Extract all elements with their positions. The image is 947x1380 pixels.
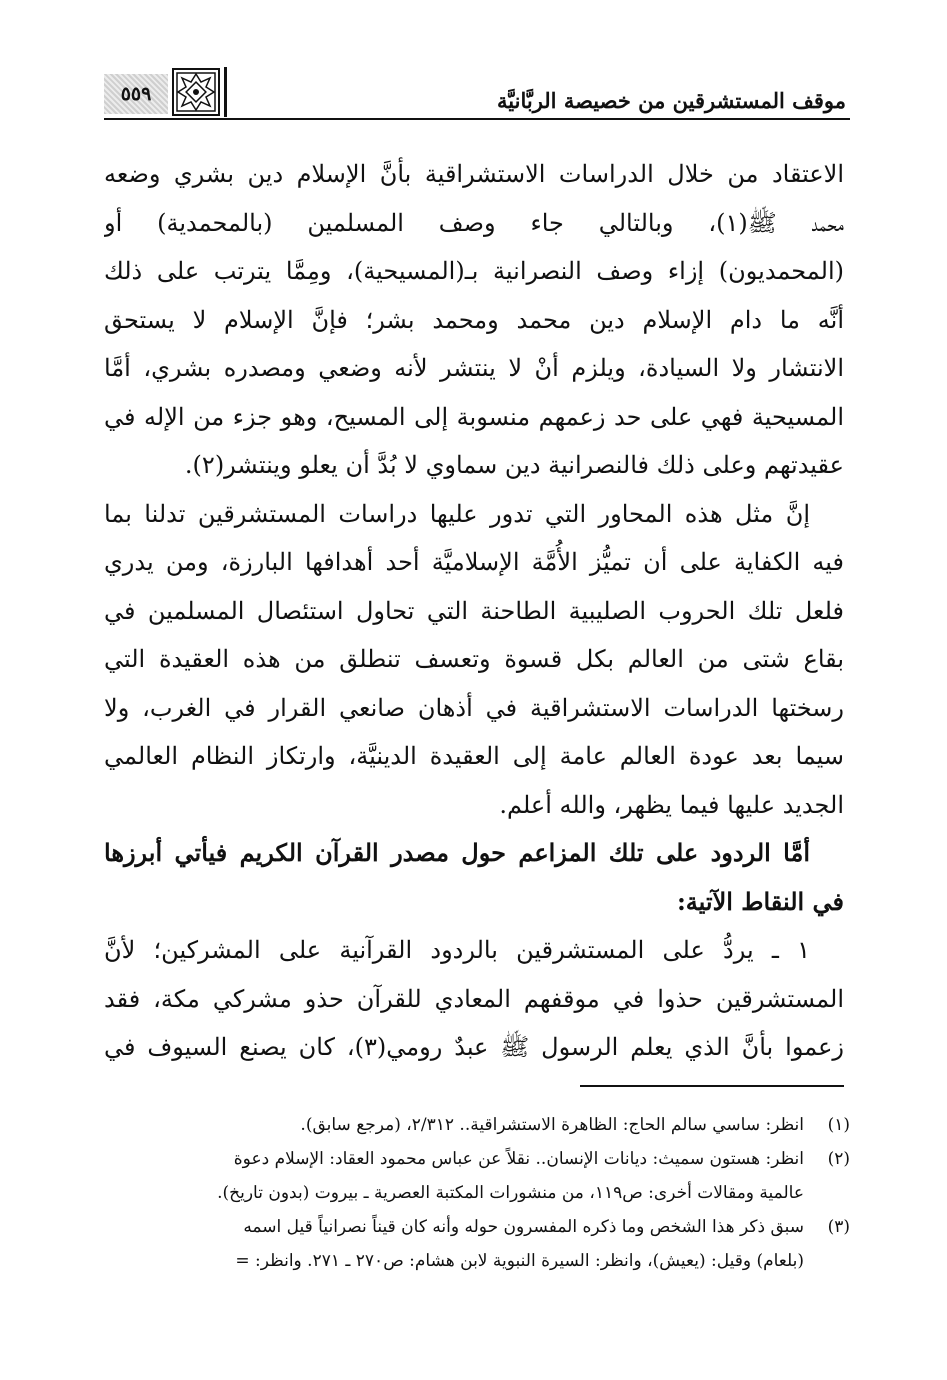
- footnote-continuation: [90, 1244, 850, 1278]
- text-line: زعموا بأنَّ الذي يعلم الرسول ﷺ عبدٌ رومي(٣)، كان يصنع السيوف في: [104, 1033, 844, 1061]
- badge-divider: [224, 67, 227, 117]
- footnote-separator: [580, 1085, 844, 1087]
- text-line: المستشرقين حذوا في موقفهم المعادي للقرآن حذو مشركي مكة، فقد: [104, 984, 844, 1013]
- footnote: [90, 1142, 850, 1176]
- text-line: الجديد عليها فيما يظهر، والله أعلم.: [499, 790, 844, 819]
- footnote-text: (بلعام) وقيل: (يعيش)، وانظر: السيرة النبوية لابن هشام: ص٢٧٠ ـ ٢٧١. وانظر: =: [235, 1251, 804, 1271]
- body-text: [104, 150, 844, 1072]
- page-badge: [104, 66, 234, 118]
- footnote: [90, 1210, 850, 1244]
- text-line: رسختها الدراسات الاستشراقية في أذهان صانعي القرار في الغرب، ولا: [104, 693, 844, 722]
- footnote: [90, 1108, 850, 1142]
- text-line: الانتشار ولا السيادة، ويلزم أنْ لا ينتشر لأنه وضعي ومصدره بشري، أمَّا: [104, 354, 844, 382]
- footnote-number: [804, 1244, 850, 1278]
- footnote-continuation: [90, 1176, 850, 1210]
- text-line: إنَّ مثل هذه المحاور التي تدور عليها دراسات المستشرقين تدلنا بما: [104, 499, 810, 528]
- footnote-text: عالمية ومقالات أخرى: ص١١٩، من منشورات المكتبة العصرية ـ بيروت (بدون تاريخ).: [217, 1183, 804, 1203]
- text-line: بقاع شتى من العالم بكل قسوة وتعسف تنطلق من هذه العقيدة التي: [104, 645, 844, 673]
- text-line: الاعتقاد من خلال الدراسات الاستشراقية بأنَّ الإسلام دين بشري وضعه: [104, 160, 844, 188]
- footnote-number: (١): [827, 1115, 850, 1135]
- running-title: موقف المستشرقين من خصيصة الربَّانيَّة: [497, 88, 846, 113]
- footnote-number: (٢): [827, 1149, 850, 1169]
- bold-heading-line: أمَّا الردود على تلك المزاعم حول مصدر القرآن الكريم فيأتي أبرزها: [104, 838, 810, 867]
- page-number: ٥٥٩: [104, 74, 168, 114]
- text-line: المسيحية فهي على حد زعمهم منسوبة إلى المسيح، وهو جزء من الإله في: [104, 402, 844, 431]
- text-line: أنَّه ما دام الإسلام دين محمد ومحمد بشر؛ فإنَّ الإسلام لا يستحق: [104, 305, 844, 334]
- footnotes: [90, 1108, 850, 1278]
- bold-heading-line: في النقاط الآتية:: [676, 886, 844, 916]
- footnote-number: [804, 1176, 850, 1210]
- text-line: ١ ـ يردُّ على المستشرقين بالردود القرآنية على المشركين؛ لأنَّ: [104, 936, 811, 964]
- text-line: عقيدتهم وعلى ذلك فالنصرانية دين سماوي لا بُدَّ أن يعلو وينتشر(٢).: [184, 451, 844, 479]
- text-line: فيه الكفاية على أن تميُّز الأُمَّة الإسلاميَّة أحد أهدافها البارزة، ومن يدري: [104, 548, 844, 576]
- text-line: فلعل تلك الحروب الصليبية الطاحنة التي تحاول استئصال المسلمين في: [104, 596, 844, 625]
- text-line: (المحمديون) إزاء وصف النصرانية بـ(المسيحية)، ومِمَّا يترتب على ذلك: [104, 257, 844, 285]
- geometric-ornament-icon: [172, 68, 220, 116]
- footnote-text: انظر: هستون سميث: ديانات الإنسان.. نقلاً عن عباس محمود العقاد: الإسلام دعوة: [233, 1149, 804, 1169]
- text-line: سيما بعد عودة العالم عامة إلى العقيدة الدينيَّة، وارتكاز النظام العالمي: [104, 742, 844, 770]
- header-rule: [104, 118, 850, 120]
- text-line: محمد ﷺ(١)، وبالتالي جاء وصف المسلمين (بالمحمدية) أو: [104, 208, 844, 237]
- footnote-number: (٣): [827, 1217, 850, 1237]
- footnote-text: انظر: ساسي سالم الحاج: الظاهرة الاستشراقية.. ٢/٣١٢، (مرجع سابق).: [300, 1115, 804, 1135]
- footnote-text: سبق ذكر هذا الشخص وما ذكره المفسرون حوله وأنه كان قيناً نصرانياً قيل اسمه: [243, 1217, 804, 1237]
